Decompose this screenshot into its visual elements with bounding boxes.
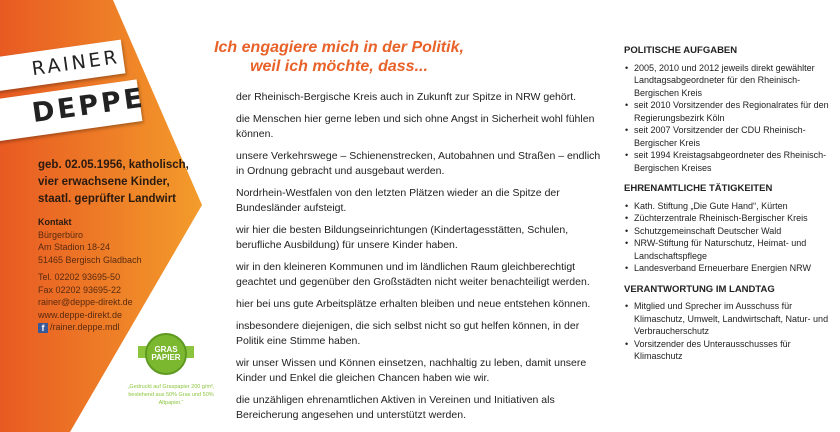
- list-item: • Kath. Stiftung „Die Gute Hand“, Kürten: [624, 200, 834, 213]
- graspapier-seal-icon: [145, 333, 187, 375]
- contact-line: Am Stadion 18-24: [38, 242, 111, 252]
- list-item: • seit 2010 Vorsitzender des Regionalrates für den Regierungsbezirk Köln: [624, 99, 834, 124]
- section-heading: VERANTWORTUNG IM LANDTAG: [624, 283, 775, 295]
- facebook-icon: f: [38, 323, 48, 333]
- bio-line: vier erwachsene Kinder,: [38, 176, 170, 188]
- list-item: • Landesverband Erneuerbare Energien NRW: [624, 262, 834, 275]
- main-text: [236, 90, 606, 430]
- main-paragraph: hier bei uns gute Arbeitsplätze erhalten bleiben und neue entstehen können.: [236, 298, 591, 310]
- section-list: [624, 200, 834, 275]
- list-item: • Mitglied und Sprecher im Ausschuss für Klimaschutz, Umwelt, Landwirtschaft, Natur- und Verbraucherschutz: [624, 300, 834, 338]
- seal-text: PAPIER: [151, 353, 181, 362]
- list-item: • Züchterzentrale Rheinisch-Bergischer Kreis: [624, 212, 834, 225]
- main-paragraph: wir in den kleineren Kommunen und im ländlichen Raum gleichberechtigt geachtet und gegenüber den Großstädten nicht weiter benachteiligt werden.: [236, 261, 590, 288]
- section-heading: POLITISCHE AUFGABEN: [624, 45, 738, 56]
- contact-heading: Kontakt: [38, 217, 72, 227]
- headline-line: Ich engagiere mich in der Politik,: [214, 39, 464, 56]
- list-item: • NRW-Stiftung für Naturschutz, Heimat- und Landschaftspflege: [624, 237, 834, 262]
- list-item: • Vorsitzender des Unterausschusses für Klimaschutz: [624, 338, 834, 363]
- contact-website[interactable]: www.deppe-direkt.de: [38, 309, 123, 320]
- bio-line: staatl. geprüfter Landwirt: [38, 193, 177, 205]
- main-paragraph: wir hier die besten Bildungseinrichtungen (Kindertagesstätten, Schulen, berufliche Ausbildung) für unsere Kinder haben.: [236, 224, 569, 251]
- main-paragraph: wir unser Wissen und Können einsetzen, nachhaltig zu leben, damit unsere Kinder und Enkel die gleichen Chancen haben wie wir.: [236, 357, 587, 384]
- main-paragraph: der Rheinisch-Bergische Kreis auch in Zukunft zur Spitze in NRW gehört.: [236, 91, 577, 103]
- list-item: • Schutzgemeinschaft Deutscher Wald: [624, 225, 834, 238]
- section-list: [624, 300, 834, 363]
- bio-line: geb. 02.05.1956, katholisch,: [38, 159, 189, 171]
- headline: [184, 38, 494, 76]
- main-paragraph: unsere Verkehrswege – Schienenstrecken, Autobahnen und Straßen – endlich in Ordnung gebracht und ausgebaut werden.: [236, 150, 601, 177]
- name-last: DEPPE: [0, 79, 142, 141]
- headline-line: weil ich möchte, dass...: [250, 58, 428, 75]
- contact-line: 51465 Bergisch Gladbach: [38, 254, 142, 265]
- list-item: • seit 2007 Vorsitzender der CDU Rheinisch-Bergischer Kreis: [624, 124, 834, 149]
- contact-email[interactable]: rainer@deppe-direkt.de: [38, 297, 133, 307]
- contact-block: [38, 216, 142, 334]
- main-paragraph: Nordrhein-Westfalen von den letzten Plätzen wieder an die Spitze der Bundesländer aufsteigt.: [236, 187, 560, 214]
- contact-line: Bürgerbüro: [38, 229, 84, 240]
- seal-text: GRAS: [154, 345, 178, 354]
- list-item: • seit 1994 Kreistagsabgeordneter des Rheinisch-Bergischen Kreises: [624, 149, 834, 174]
- main-paragraph: insbesondere diejenigen, die sich selbst nicht so gut helfen können, in der Politik eine Stimme haben.: [236, 320, 580, 347]
- main-paragraph: die Menschen hier gerne leben und sich ohne Angst in Sicherheit wohl fühlen können.: [236, 113, 595, 140]
- bio: [38, 157, 189, 208]
- contact-facebook[interactable]: [38, 321, 142, 334]
- facebook-handle: /rainer.deppe.mdl: [50, 322, 120, 332]
- name-first: RAINER: [0, 40, 125, 92]
- section-heading: EHRENAMTLICHE TÄTIGKEITEN: [624, 183, 773, 194]
- section-list: [624, 62, 834, 175]
- main-paragraph: die unzähligen ehrenamtlichen Aktiven in Vereinen und Initiativen als Bereicherung angesehen und unterstützt werden.: [236, 394, 555, 421]
- contact-phone[interactable]: Tel. 02202 93695-50: [38, 272, 121, 282]
- list-item: • 2005, 2010 und 2012 jeweils direkt gewählter Landtagsabgeordneter für den Rheinisch-Bergischen Kreis: [624, 62, 834, 100]
- seal-note: „Gedruckt auf Graspapier 200 g/m², bestehend aus 50% Gras und 50% Altpapier.“: [127, 384, 215, 406]
- side-column: [624, 45, 834, 372]
- contact-fax: Fax 02202 93695-22: [38, 284, 122, 295]
